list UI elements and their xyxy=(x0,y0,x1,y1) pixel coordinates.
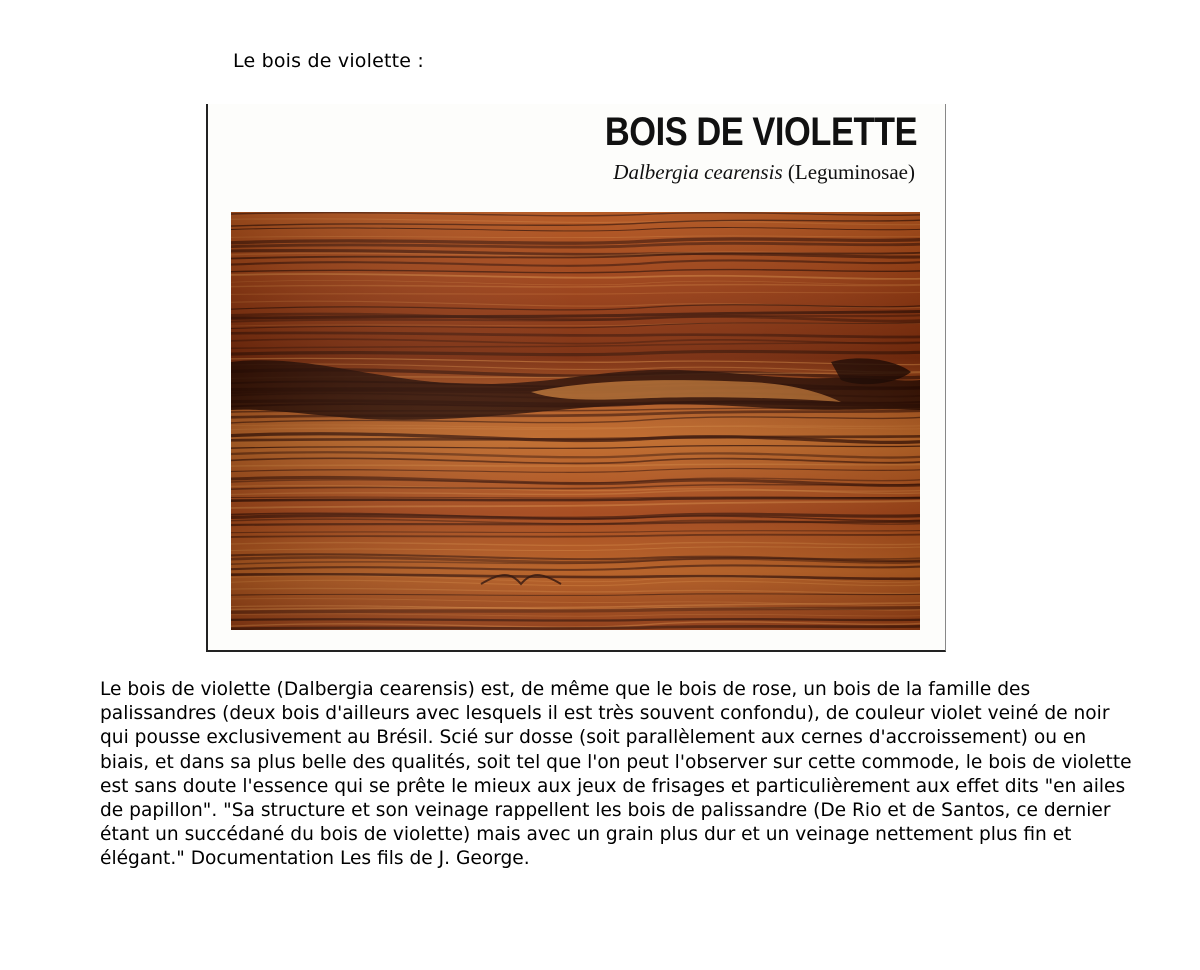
plate-subtitle xyxy=(613,160,915,185)
wood-plate-image xyxy=(206,104,946,652)
family-name: (Leguminosae) xyxy=(787,160,915,184)
description-paragraph: Le bois de violette (Dalbergia cearensis) est, de même que le bois de rose, un bois de la famille des palissandres (deux bois d'ailleurs avec lesquels il est très souvent confondu), de couleur violet veiné de noir qui pousse exclusivement au Brésil. Scié sur dosse (soit parallèlement aux cernes d'accroissement) ou en biais, et dans sa plus belle des qualités, soit tel que l'on peut l'observer sur cette commode, le bois de violette est sans doute l'essence qui se prête le mieux aux jeux de frisages et particulièrement aux effet dits "en ailes de papillon". "Sa structure et son veinage rappellent les bois de palissandre (De Rio et de Santos, ce dernier étant un succédané du bois de violette) mais avec un grain plus dur et un veinage nettement plus fin et élégant." Documentation Les fils de J. George. xyxy=(100,679,1132,870)
wood-sheen xyxy=(231,212,920,630)
page-heading: Le bois de violette : xyxy=(233,50,425,72)
species-name: Dalbergia cearensis xyxy=(613,160,783,184)
plate-title: BOIS DE VIOLETTE xyxy=(604,110,917,154)
wood-grain-photo xyxy=(231,212,920,630)
